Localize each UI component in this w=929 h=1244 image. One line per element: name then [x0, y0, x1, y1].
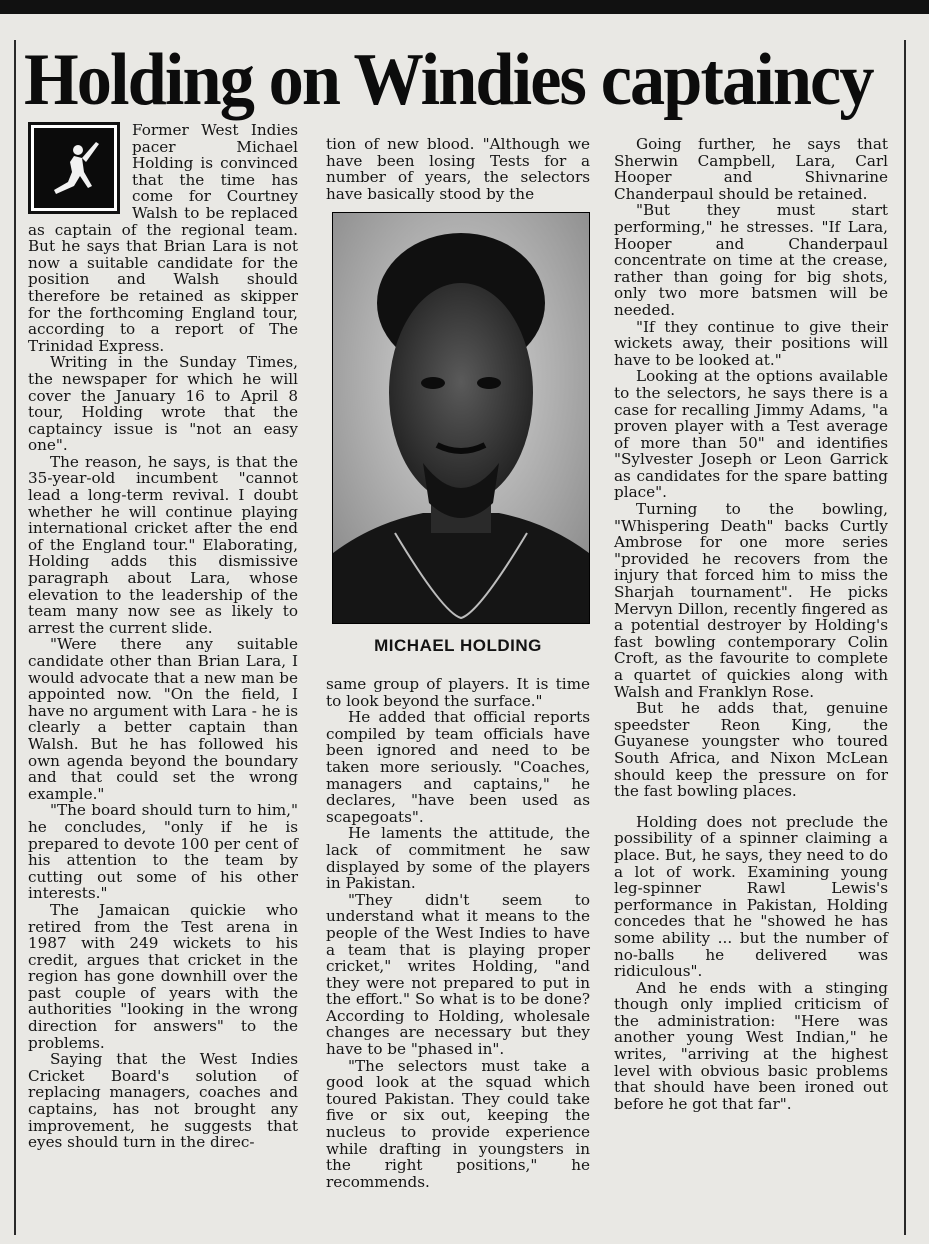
paragraph: Holding does not preclude the possibility of a spinner claiming a place. But, he says, they need to do a lot of work. Examining young leg-spinner Rawl Lewis's performance in Pakistan, Holding concedes that he "showed he has some ability ... but the number of no-balls he delivered was ridiculous".: [614, 812, 888, 981]
paragraph: He laments the attitude, the lack of commitment he saw displayed by some of the players in Pakistan.: [326, 824, 590, 893]
paragraph: Turning to the bowling, "Whispering Death" backs Curtly Ambrose for one more series "provided he recovers from the injury that forced him to miss the Sharjah tournament". He picks Mervyn Dillon, recently fingered as a potential destroyer by Holding's fast bowling contemporary Colin Croft, as the favourite to complete a quartet of quickies along with Walsh and Franklyn Rose.: [614, 500, 888, 701]
paragraph: He added that official reports compiled by team officials have been ignored and need to be taken more seriously. "Coaches, managers and captains," he declares, "have been used as scapegoats".: [326, 708, 590, 826]
paragraph: The Jamaican quickie who retired from the Test arena in 1987 with 249 wickets to his credit, argues that cricket in the region has gone downhill over the past couple of years with the authorities "looking in the wrong direction for answers" to the problems.: [28, 900, 298, 1052]
cricket-logo-icon: [28, 122, 120, 214]
article-column-2-top: [326, 136, 590, 202]
paragraph: Looking at the options available to the selectors, he says there is a case for recalling Jimmy Adams, "a proven player with a Test average of more than 50" and identifies "Sylvester Joseph or Leon Garrick as candidates for the spare batting place".: [614, 367, 888, 502]
article-column-2-bottom: [326, 676, 590, 1190]
article-column-1: [28, 122, 298, 1151]
paragraph: "But they must start performing," he stresses. "If Lara, Hooper and Chanderpaul concentrate on time at the crease, rather than going for big shots, only two more batsmen will be needed.: [614, 201, 888, 319]
paragraph: "Were there any suitable candidate other than Brian Lara, I would advocate that a new man be appointed now. "On the field, I have no argument with Lara - he is clearly a better captain than Walsh. But he has followed his own agenda beyond the boundary and that could set the wrong example.": [28, 635, 298, 803]
paragraph: "The selectors must take a good look at the squad which toured Pakistan. They could take five or six out, keeping the nucleus to provide experience while drafting in youngsters in the right positions," he recommends.: [326, 1056, 590, 1191]
left-column-rule: [14, 40, 16, 1235]
photo-caption: MICHAEL HOLDING: [374, 636, 542, 655]
paragraph: "They didn't seem to understand what it means to the people of the West Indies to have a team that is playing proper cricket," writes Holding, "and they were not prepared to put in the effort." So what is to be done? According to Holding, wholesale changes are necessary but they have to be "phased in".: [326, 890, 590, 1059]
top-border: [0, 0, 929, 14]
paragraph: And he ends with a stinging though only implied criticism of the administration: "Here was another young West Indian," he writes, "arriving at the highest level with obvious basic problems that should have been ironed out before he got that far".: [614, 978, 888, 1113]
paragraph: Saying that the West Indies Cricket Board's solution of replacing managers, coaches and captains, has not brought any improvement, he suggests that eyes should turn in the direc-: [28, 1050, 298, 1152]
paragraph: "If they continue to give their wickets away, their positions will have to be looked at.": [614, 317, 888, 369]
paragraph: But he adds that, genuine speedster Reon King, the Guyanese youngster who toured South Africa, and Nixon McLean should keep the pressure on for the fast bowling places.: [614, 699, 888, 801]
paragraph: tion of new blood. "Although we have been losing Tests for a number of years, the selectors have basically stood by the: [326, 135, 590, 203]
paragraph: The reason, he says, is that the 35-year-old incumbent "cannot lead a long-term revival. I doubt whether he will continue playing international cricket after the end of the England tour." Elaborating, Holding adds this dismissive paragraph about Lara, whose elevation to the leadership of the team many now see as likely to arrest the current slide.: [28, 452, 298, 637]
paragraph: "The board should turn to him," he concludes, "only if he is prepared to devote 100 per cent of his attention to the team by cutting out some of his other interests.": [28, 801, 298, 903]
paragraph: Former West Indies pacer Michael Holding is convinced that the time has come for Courtney Walsh to be replaced as captain of the regional team. But he says that Brian Lara is not now a suitable candidate for the position and Walsh should therefore be retained as skipper for the forthcoming England tour, according to a report of The Trinidad Express.: [28, 121, 298, 355]
paragraph: Writing in the Sunday Times, the newspaper for which he will cover the January 16 to April 8 tour, Holding wrote that the captaincy issue is "not an easy one".: [28, 353, 298, 455]
article-column-3: [614, 136, 888, 1112]
right-column-rule: [904, 40, 906, 1235]
portrait-image: [333, 213, 589, 623]
paragraph: Going further, he says that Sherwin Campbell, Lara, Carl Hooper and Shivnarine Chanderpaul should be retained.: [614, 135, 888, 203]
headline: Holding on Windies captaincy: [24, 39, 873, 121]
paragraph: same group of players. It is time to look beyond the surface.": [326, 675, 590, 710]
portrait-photo: [332, 212, 590, 624]
batsman-silhouette-icon: [34, 128, 114, 208]
